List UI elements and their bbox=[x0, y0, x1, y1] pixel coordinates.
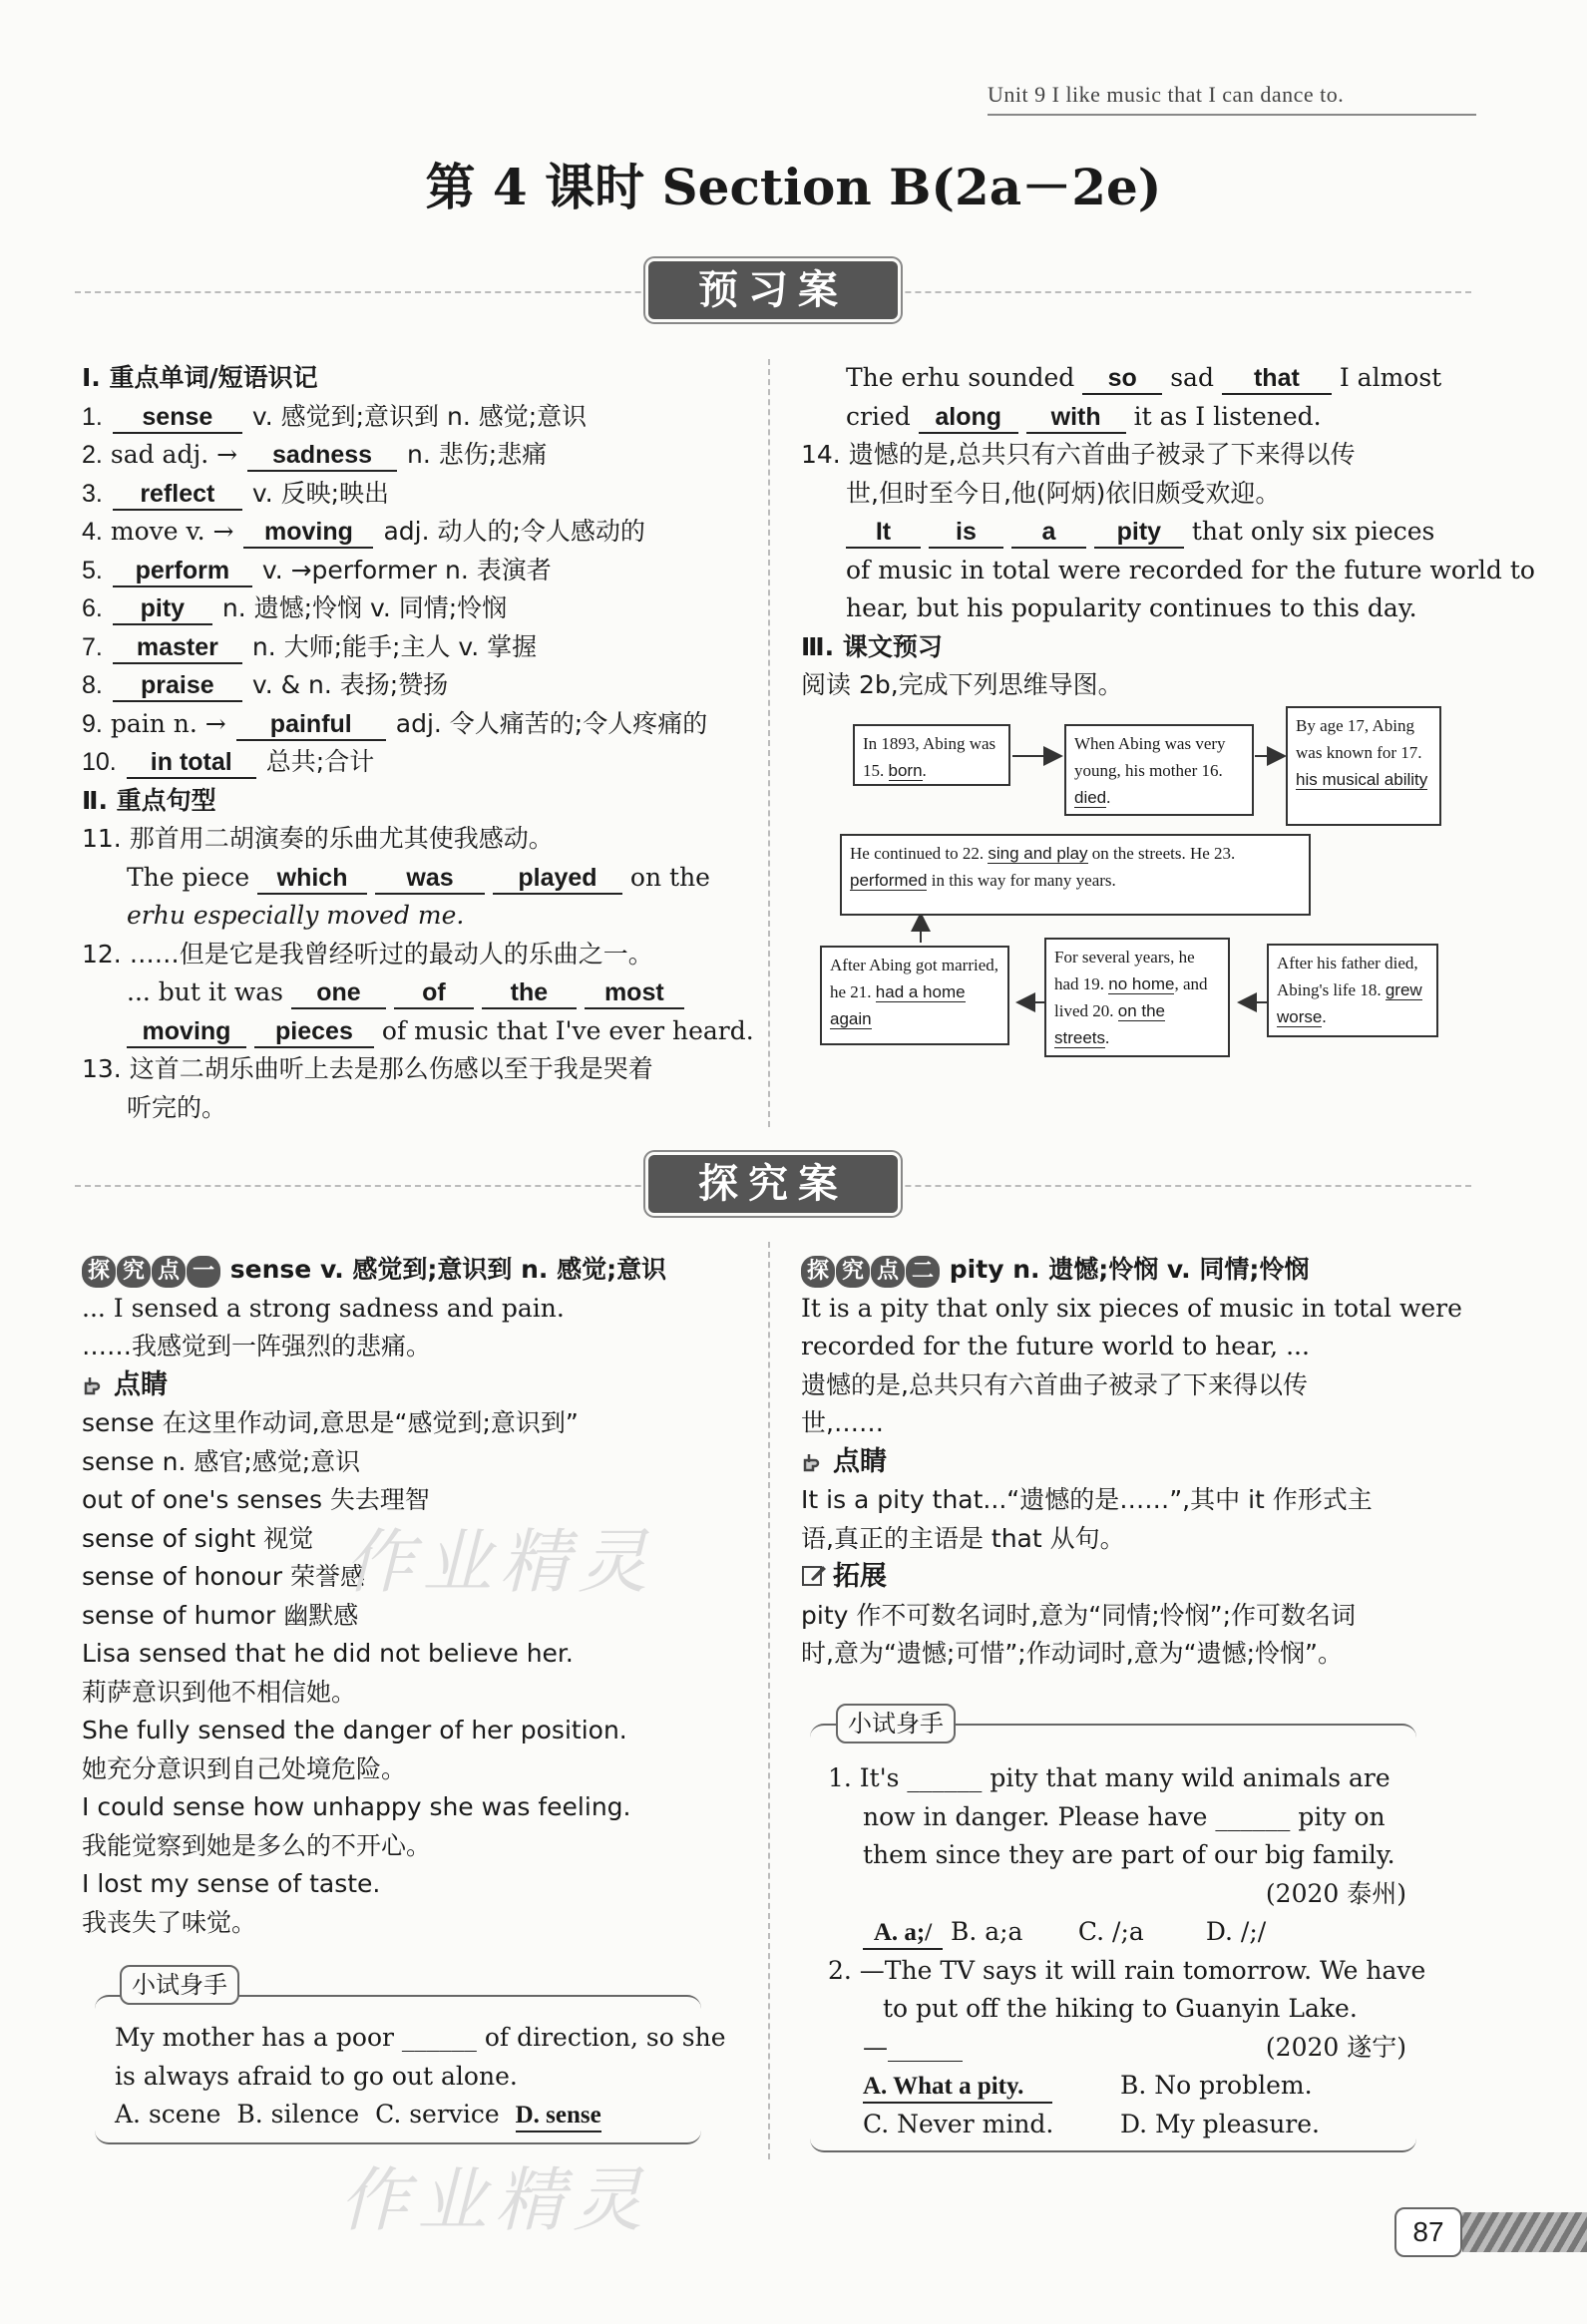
answer-blank: It bbox=[846, 517, 921, 549]
answer-blank: with bbox=[1026, 402, 1126, 434]
answer-dash: —______ bbox=[863, 2032, 963, 2062]
item-number: 4. bbox=[82, 518, 103, 546]
try-question: 2. —The TV says it will rain tomorrow. We have bbox=[828, 1955, 1426, 1985]
item-number: 5. bbox=[82, 556, 103, 584]
column-divider bbox=[768, 359, 770, 1127]
word-meaning: v. & n. 表扬;赞扬 bbox=[251, 670, 449, 699]
mindmap-box-17 bbox=[1286, 706, 1441, 826]
question-en bbox=[82, 1012, 754, 1051]
try-question: 1. It's ______ pity that many wild animals are bbox=[828, 1763, 1390, 1792]
column-divider bbox=[768, 1242, 770, 2159]
try-question: My mother has a poor ______ of direction, so she bbox=[115, 2023, 726, 2052]
item-number: 7. bbox=[82, 632, 103, 661]
answer-blank: that bbox=[1222, 363, 1332, 395]
box-text: in this way for many years. bbox=[931, 871, 1116, 890]
answer-blank: pieces bbox=[254, 1016, 374, 1048]
word-item bbox=[82, 589, 745, 628]
expand-label: 拓展 bbox=[833, 1561, 887, 1592]
mindmap-box-16: When Abing was very young, his mother 16. died. bbox=[1064, 724, 1254, 816]
expand-heading bbox=[801, 1558, 1459, 1597]
box-answer: on the streets bbox=[1054, 1001, 1166, 1047]
option: C. service bbox=[375, 2100, 500, 2129]
item-number: 8. bbox=[82, 671, 103, 699]
example-cn: ……我感觉到一阵强烈的悲痛。 bbox=[82, 1332, 432, 1360]
answer-blank: played bbox=[493, 863, 622, 895]
answer-blank: painful bbox=[236, 709, 386, 741]
question-cn: 世,但时至今日,他(阿炳)依旧颇受欢迎。 bbox=[846, 478, 1281, 508]
answer-blank: of bbox=[394, 977, 474, 1009]
expand-line: 时,意为“遗憾;可惜”;作动词时,意为“遗憾;怜悯”。 bbox=[801, 1639, 1343, 1668]
note-label: 点睛 bbox=[833, 1445, 887, 1477]
mindmap-box-21 bbox=[820, 946, 1009, 1045]
mindmap-box-19: For several years, he had 19. no home, and lived 20. on the streets. bbox=[1044, 938, 1230, 1057]
question-en: of music in total were recorded for the future world to bbox=[846, 555, 1535, 584]
note-line: out of one's senses 失去理智 bbox=[82, 1485, 430, 1514]
box-text: After his father died, Abing's life 18. bbox=[1277, 954, 1418, 999]
option: C. Never mind. bbox=[863, 2109, 1054, 2138]
word-meaning: v. →performer n. 表演者 bbox=[261, 555, 552, 584]
question-en bbox=[801, 359, 1459, 398]
note-label: 点睛 bbox=[114, 1368, 168, 1400]
page-title: 第 4 课时 Section B(2a－2e) bbox=[425, 158, 1162, 216]
example-en: It is a pity that only six pieces of music in total were bbox=[801, 1293, 1462, 1323]
explore-banner: 探究案 bbox=[648, 1155, 898, 1213]
watermark-text: 作业精灵 bbox=[339, 2159, 650, 2241]
page-number: 87 bbox=[1394, 2207, 1462, 2257]
watermark-text: 作业精灵 bbox=[344, 1521, 655, 1603]
unit-header: Unit 9 I like music that I can dance to. bbox=[988, 82, 1345, 107]
word-item bbox=[82, 628, 745, 667]
box-text: By age 17, Abing was known for 17. bbox=[1296, 716, 1422, 762]
options-row bbox=[115, 2096, 693, 2134]
option-correct: A. What a pity. bbox=[863, 2072, 1052, 2104]
word-list bbox=[82, 398, 745, 782]
answer-blank: which bbox=[257, 863, 367, 895]
word-meaning: v. 感觉到;意识到 n. 感觉;意识 bbox=[251, 401, 588, 431]
word-prefix: sad adj. → bbox=[110, 440, 238, 469]
answer-blank: master bbox=[113, 632, 242, 664]
box-text: In 1893, Abing was 15. bbox=[863, 734, 996, 780]
box-answer: born bbox=[888, 761, 923, 780]
try-it-content bbox=[828, 1759, 1426, 2143]
mindmap-box-22 bbox=[840, 834, 1311, 916]
note-line: 她充分意识到自己处境危险。 bbox=[82, 1753, 407, 1783]
item-number: 6. bbox=[82, 594, 103, 622]
preview-left-column bbox=[82, 359, 754, 1127]
options-row bbox=[828, 1913, 1406, 1952]
word-meaning: n. 遗憾;怜悯 v. 同情;怜悯 bbox=[221, 593, 508, 622]
item-number: 10. bbox=[82, 748, 117, 776]
edit-pencil-icon bbox=[801, 1563, 827, 1589]
box-answer: performed bbox=[850, 871, 928, 890]
explore-title: pity n. 遗憾;怜悯 v. 同情;怜悯 bbox=[949, 1255, 1310, 1284]
word-item bbox=[82, 475, 745, 514]
box-text: on the streets. He 23. bbox=[1091, 844, 1236, 863]
option: D. /;/ bbox=[1205, 1917, 1267, 1946]
question-cn: 14. 遗憾的是,总共只有六首曲子被录了下来得以传 bbox=[801, 440, 1356, 469]
answer-blank: pity bbox=[1094, 517, 1184, 549]
explore-point-1-heading bbox=[82, 1251, 745, 1290]
mindmap-box-15: In 1893, Abing was 15. born. bbox=[853, 724, 1010, 786]
question-cn: 11. 那首用二胡演奏的乐曲尤其使我感动。 bbox=[82, 824, 554, 853]
word-item bbox=[82, 398, 745, 437]
box-answer: died bbox=[1074, 788, 1107, 807]
word-item bbox=[82, 552, 745, 590]
text: I almost bbox=[1339, 363, 1442, 392]
tag-pill: 探 bbox=[801, 1256, 835, 1288]
try-question: now in danger. Please have ______ pity on bbox=[863, 1801, 1386, 1831]
text: sad bbox=[1170, 363, 1214, 392]
item-number: 9. bbox=[82, 709, 103, 738]
answer-blank: a bbox=[1011, 517, 1086, 549]
explore-title: sense v. 感觉到;意识到 n. 感觉;意识 bbox=[229, 1255, 667, 1284]
tag-pill: 究 bbox=[117, 1256, 151, 1288]
answer-blank: moving bbox=[243, 517, 373, 549]
header-rule bbox=[988, 114, 1476, 116]
text: The erhu sounded bbox=[846, 363, 1075, 392]
box-text: He continued to 22. bbox=[850, 844, 985, 863]
options-row bbox=[828, 2067, 1406, 2106]
option: A. scene bbox=[115, 2100, 221, 2129]
note-line: sense n. 感官;感觉;意识 bbox=[82, 1446, 361, 1476]
question-en bbox=[801, 398, 1459, 437]
answer-blank: reflect bbox=[113, 479, 242, 511]
pointing-hand-icon bbox=[801, 1448, 827, 1474]
text: on the bbox=[629, 862, 710, 892]
tag-pill: 点 bbox=[152, 1256, 186, 1288]
note-line: sense 在这里作动词,意思是“感觉到;意识到” bbox=[82, 1408, 579, 1437]
try-it-label: 小试身手 bbox=[120, 1965, 239, 2005]
box-answer: sing and play bbox=[988, 844, 1088, 863]
try-it-label: 小试身手 bbox=[836, 1704, 956, 1743]
note-line: 莉萨意识到他不相信她。 bbox=[82, 1677, 357, 1707]
option-correct: D. sense bbox=[516, 2101, 601, 2132]
tag-pill: 一 bbox=[187, 1256, 220, 1288]
question-en bbox=[82, 859, 745, 898]
word-meaning: n. 悲伤;悲痛 bbox=[407, 440, 548, 469]
box-answer: had a home again bbox=[830, 982, 966, 1028]
option: B. No problem. bbox=[1119, 2071, 1313, 2100]
word-item bbox=[82, 743, 745, 782]
word-meaning: 总共;合计 bbox=[265, 747, 375, 776]
answer-blank: the bbox=[482, 977, 577, 1009]
answer-blank: most bbox=[585, 977, 684, 1009]
note-line: sense of humor 幽默感 bbox=[82, 1600, 359, 1630]
try-question: them since they are part of our big family. bbox=[863, 1840, 1395, 1869]
word-meaning: v. 反映;映出 bbox=[251, 478, 390, 508]
tag-pill: 探 bbox=[82, 1256, 116, 1288]
preview-right-column bbox=[801, 359, 1535, 705]
tag-pill: 二 bbox=[906, 1256, 940, 1288]
explore-point-2-heading bbox=[801, 1251, 1459, 1290]
word-prefix: move v. → bbox=[110, 517, 234, 546]
text: ... but it was bbox=[127, 977, 284, 1006]
answer-blank: along bbox=[919, 402, 1018, 434]
text: it as I listened. bbox=[1133, 401, 1322, 431]
box-answer: his musical ability bbox=[1296, 770, 1428, 789]
item-number: 2. bbox=[82, 441, 103, 469]
answer-blank: was bbox=[375, 863, 485, 895]
question-en bbox=[82, 973, 745, 1012]
text: The piece bbox=[127, 862, 250, 892]
answer-blank: praise bbox=[113, 670, 242, 702]
note-line: sense of sight 视觉 bbox=[82, 1523, 314, 1553]
option: B. silence bbox=[236, 2100, 360, 2129]
answer-blank: sense bbox=[113, 402, 242, 434]
option: B. a;a bbox=[950, 1917, 1023, 1946]
note-line: She fully sensed the danger of her position. bbox=[82, 1716, 627, 1744]
note-heading bbox=[801, 1443, 1459, 1482]
example-en: recorded for the future world to hear, ... bbox=[801, 1332, 1310, 1360]
option-correct: A. a;/ bbox=[863, 1918, 943, 1950]
question-en: erhu especially moved me. bbox=[127, 901, 465, 930]
box-answer: grew worse bbox=[1277, 980, 1422, 1026]
question-cn: 13. 这首二胡乐曲听上去是那么伤感以至于我是哭着 bbox=[82, 1054, 653, 1083]
answer-blank: is bbox=[929, 517, 1003, 549]
question-source: (2020 遂宁) bbox=[1265, 2032, 1406, 2062]
word-prefix: pain n. → bbox=[110, 708, 226, 738]
note-line: sense of honour 荣誉感 bbox=[82, 1562, 365, 1591]
box-answer: no home bbox=[1108, 974, 1175, 993]
option: D. My pleasure. bbox=[1119, 2109, 1320, 2138]
section-heading: Ⅲ. 课文预习 bbox=[801, 631, 943, 661]
answer-blank: in total bbox=[127, 747, 256, 779]
tag-pill: 点 bbox=[871, 1256, 905, 1288]
text: cried bbox=[846, 401, 911, 431]
text: of music that I've ever heard. bbox=[381, 1015, 754, 1045]
note-lines bbox=[82, 1404, 745, 1942]
question-cn: 听完的。 bbox=[127, 1092, 227, 1122]
note-line: 我丧失了味觉。 bbox=[82, 1907, 257, 1937]
mindmap-box-18: After his father died, Abing's life 18. grew worse. bbox=[1267, 944, 1438, 1037]
section-heading: Ⅰ. 重点单词/短语识记 bbox=[82, 363, 318, 392]
expand-line: pity 作不可数名词时,意为“同情;怜悯”;作可数名词 bbox=[801, 1600, 1357, 1630]
preview-banner: 预习案 bbox=[648, 261, 898, 319]
word-item bbox=[82, 705, 745, 744]
box-text: and lived 20. bbox=[1054, 974, 1208, 1020]
word-meaning: n. 大师;能手;主人 v. 掌握 bbox=[251, 631, 538, 661]
answer-blank: one bbox=[291, 977, 386, 1009]
question-en: hear, but his popularity continues to this day. bbox=[846, 593, 1417, 622]
answer-blank: pity bbox=[113, 593, 212, 625]
note-line: It is a pity that...“遗憾的是……”,其中 it 作形式主 bbox=[801, 1485, 1373, 1514]
answer-blank: moving bbox=[127, 1016, 246, 1048]
example-cn: 遗憾的是,总共只有六首曲子被录了下来得以传 bbox=[801, 1369, 1308, 1399]
box-text: After Abing got married, he 21. bbox=[830, 956, 999, 1001]
word-item bbox=[82, 436, 745, 475]
instruction: 阅读 2b,完成下列思维导图。 bbox=[801, 670, 1123, 699]
answer-blank: perform bbox=[113, 556, 252, 587]
word-item bbox=[82, 666, 745, 705]
word-meaning: adj. 动人的;令人感动的 bbox=[383, 517, 645, 546]
item-number: 3. bbox=[82, 479, 103, 508]
try-question: to put off the hiking to Guanyin Lake. bbox=[883, 1994, 1358, 2023]
answer-blank: so bbox=[1082, 363, 1162, 395]
section-heading: Ⅱ. 重点句型 bbox=[82, 785, 216, 815]
option: C. /;a bbox=[1077, 1917, 1144, 1946]
box-text: For several years, he had 19. bbox=[1054, 948, 1195, 993]
note-line: I could sense how unhappy she was feeling. bbox=[82, 1792, 631, 1821]
pointing-hand-icon bbox=[82, 1371, 108, 1397]
note-line: Lisa sensed that he did not believe her. bbox=[82, 1639, 574, 1668]
note-line: I lost my sense of taste. bbox=[82, 1869, 381, 1898]
text: that only six pieces bbox=[1191, 517, 1435, 546]
example-cn: 世,…… bbox=[801, 1408, 884, 1437]
box-text: When Abing was very young, his mother 16. bbox=[1074, 734, 1226, 780]
word-item bbox=[82, 513, 745, 552]
note-line: 语,真正的主语是 that 从句。 bbox=[801, 1523, 1125, 1553]
note-heading bbox=[82, 1366, 745, 1405]
example-en: ... I sensed a strong sadness and pain. bbox=[82, 1293, 565, 1323]
question-source: (2020 泰州) bbox=[1265, 1878, 1406, 1908]
answer-blank: sadness bbox=[247, 440, 397, 472]
word-meaning: adj. 令人痛苦的;令人疼痛的 bbox=[395, 708, 708, 738]
try-question bbox=[828, 2029, 1406, 2068]
try-it-content bbox=[115, 2019, 726, 2134]
page-corner-stripe bbox=[1462, 2212, 1587, 2252]
question-cn: 12. ……但是它是我曾经听过的最动人的乐曲之一。 bbox=[82, 939, 653, 968]
options-row bbox=[828, 2106, 1406, 2144]
item-number: 1. bbox=[82, 402, 103, 431]
explore-right-column bbox=[801, 1251, 1462, 1674]
note-line: 我能觉察到她是多么的不开心。 bbox=[82, 1830, 432, 1860]
tag-pill: 究 bbox=[836, 1256, 870, 1288]
try-question: is always afraid to go out alone. bbox=[115, 2061, 518, 2091]
question-en bbox=[801, 513, 1459, 552]
